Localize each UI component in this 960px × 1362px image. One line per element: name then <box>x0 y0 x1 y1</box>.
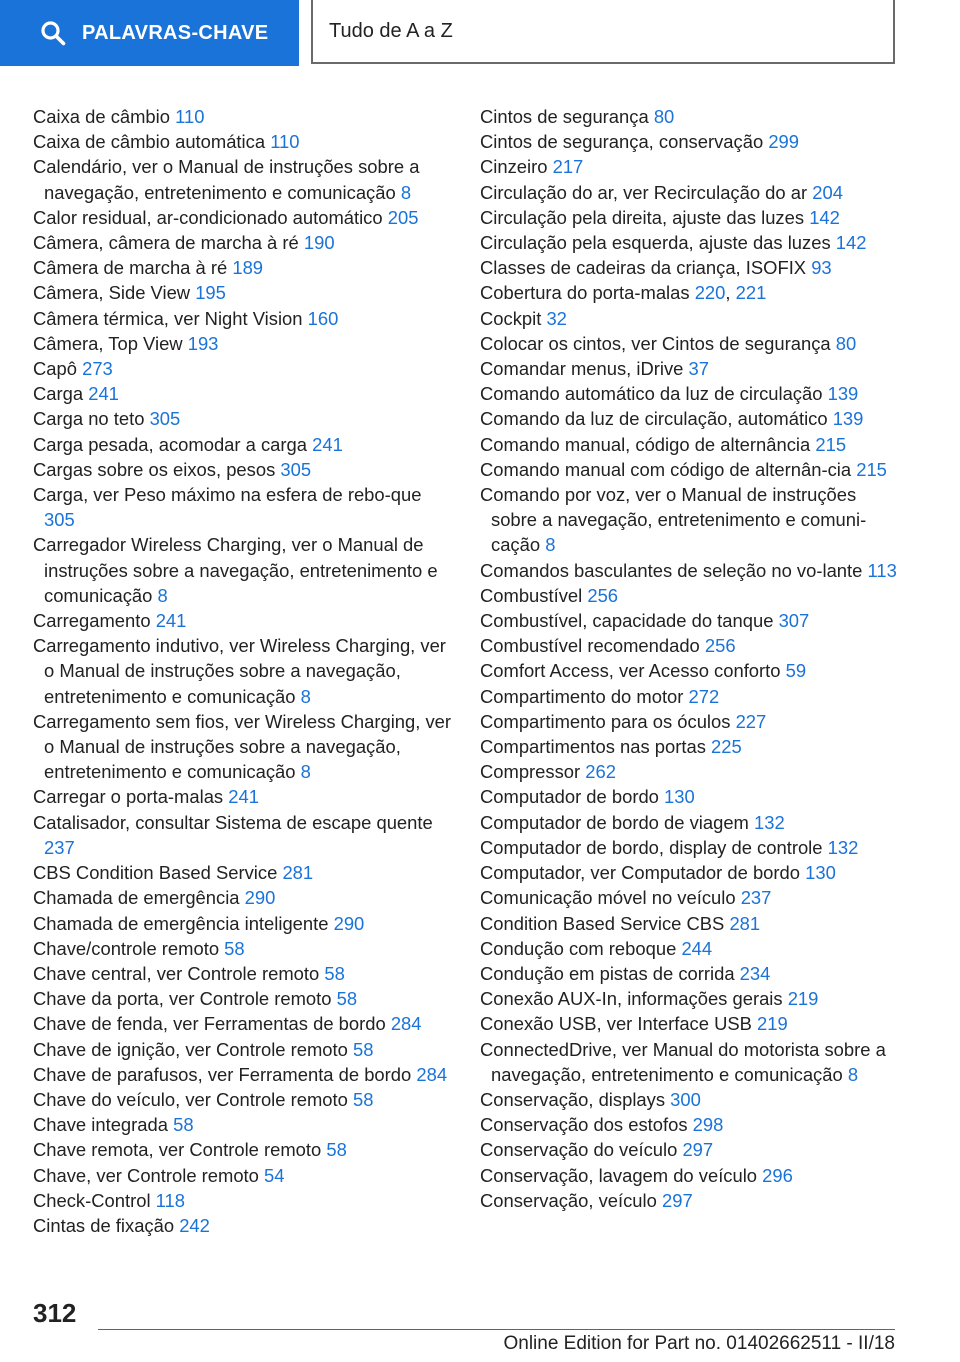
index-entry-term: Condução em pistas de corrida <box>480 962 735 984</box>
page-reference-link[interactable]: 237 <box>44 836 75 858</box>
page-reference-link[interactable]: 142 <box>835 232 867 254</box>
index-entry[interactable] <box>480 205 900 230</box>
page-reference-link[interactable]: 142 <box>809 206 840 228</box>
index-entry[interactable] <box>33 911 453 936</box>
index-entry[interactable] <box>480 885 900 910</box>
index-entry-term: Caixa de câmbio automática <box>33 131 266 153</box>
index-entry-term: Circulação pela direita, ajuste das luzes <box>480 206 805 228</box>
index-entry[interactable] <box>480 1087 900 1112</box>
index-entry-term: Carga <box>33 383 84 405</box>
page-reference-link[interactable]: 284 <box>416 1063 448 1085</box>
index-entry-term: Chave de ignição, ver Controle remoto <box>33 1038 348 1060</box>
index-entry-term: Cintas de fixação <box>33 1214 175 1236</box>
page-reference-link[interactable]: 217 <box>552 156 584 178</box>
index-entry[interactable] <box>33 986 453 1011</box>
page-reference-link[interactable]: 220 <box>694 282 726 304</box>
index-entry-term: Carga no teto <box>33 408 145 430</box>
page-reference-link[interactable]: 215 <box>856 458 887 480</box>
page-reference-link[interactable]: 281 <box>282 862 314 884</box>
index-entry-term: Carga pesada, acomodar a carga <box>33 433 307 455</box>
index-entry-term: Carregamento indutivo, ver Wireless Charging, ver o Manual de instruções sobre a navegação, entretenimento e comunicação <box>33 635 446 707</box>
page-reference-link[interactable]: 241 <box>88 383 119 405</box>
page-reference-link[interactable]: 118 <box>155 1189 185 1211</box>
index-entry-term: Carga, ver Peso máximo na esfera de rebo-que <box>33 484 422 506</box>
index-entry[interactable] <box>480 860 900 885</box>
index-entry-term: Compressor <box>480 761 581 783</box>
index-entry-term: Compartimento para os óculos <box>480 710 731 732</box>
page-reference-link[interactable]: 37 <box>688 358 709 380</box>
index-entry[interactable] <box>33 1137 453 1162</box>
index-entry-term: Combustível, capacidade do tanque <box>480 610 774 632</box>
page-reference-link[interactable]: 190 <box>303 232 335 254</box>
index-entry[interactable] <box>33 1112 453 1137</box>
index-entry-term: Check-Control <box>33 1189 151 1211</box>
page-reference-link[interactable]: 225 <box>711 736 742 758</box>
page-reference-link[interactable]: 193 <box>187 332 219 354</box>
page-reference-link[interactable]: 215 <box>815 433 847 455</box>
index-column-left <box>33 104 453 1238</box>
index-entry[interactable] <box>33 1087 453 1112</box>
index-entry-term: Chave, ver Controle remoto <box>33 1164 259 1186</box>
keywords-tab-label: PALAVRAS-CHAVE <box>82 21 269 44</box>
index-entry[interactable] <box>480 331 900 356</box>
page-reference-link[interactable]: 262 <box>585 761 616 783</box>
index-entry-term: Cintos de segurança, conservação <box>480 131 764 153</box>
index-entry-term: Câmera, câmera de marcha à ré <box>33 232 299 254</box>
index-entry-term: Comandar menus, iDrive <box>480 358 684 380</box>
index-entry-term: Conservação, veículo <box>480 1189 657 1211</box>
index-entry[interactable] <box>33 936 453 961</box>
index-entry-term: Conexão USB, ver Interface USB <box>480 1013 752 1035</box>
index-entry[interactable] <box>33 482 453 532</box>
index-entry[interactable] <box>480 381 900 406</box>
page-reference-link[interactable]: 219 <box>787 988 819 1010</box>
index-entry[interactable] <box>480 1137 900 1162</box>
index-entry-term: Chave de parafusos, ver Ferramenta de bordo <box>33 1063 412 1085</box>
page-reference-link[interactable]: 205 <box>387 206 419 228</box>
index-entry-term: Câmera, Top View <box>33 332 183 354</box>
page-reference-link[interactable]: 195 <box>195 282 226 304</box>
page-reference-link[interactable]: 113 <box>867 559 897 581</box>
index-entry-term: Chave central, ver Controle remoto <box>33 962 320 984</box>
index-entry-term: Compartimento do motor <box>480 685 684 707</box>
index-entry[interactable] <box>480 734 900 759</box>
index-entry-term: Cargas sobre os eixos, pesos <box>33 458 276 480</box>
page-reference-link[interactable]: 93 <box>811 257 832 279</box>
index-entry[interactable] <box>480 1011 900 1036</box>
index-entry-term: Circulação pela esquerda, ajuste das luzes <box>480 232 831 254</box>
index-entry-term: Conservação, displays <box>480 1088 666 1110</box>
index-entry-term: Cockpit <box>480 307 542 329</box>
index-entry-term: Caixa de câmbio <box>33 106 170 127</box>
page-reference-link[interactable]: 8 <box>300 761 311 783</box>
index-entry[interactable] <box>33 1213 453 1238</box>
page-reference-link[interactable]: 290 <box>333 912 365 934</box>
page-reference-link[interactable]: 189 <box>232 257 264 279</box>
page-reference-link[interactable]: 204 <box>812 181 843 203</box>
page-reference-link[interactable]: 241 <box>228 786 259 808</box>
page-reference-link[interactable]: 80 <box>653 106 675 127</box>
index-entry-term: Câmera, Side View <box>33 282 191 304</box>
index-entry[interactable] <box>33 608 453 633</box>
index-entry[interactable] <box>480 154 900 179</box>
index-entry-term: Comando da luz de circulação, automático <box>480 408 828 430</box>
index-entry[interactable] <box>480 1188 900 1213</box>
page-reference-link[interactable]: 8 <box>847 1063 859 1085</box>
page-reference-link[interactable]: 132 <box>754 811 785 833</box>
page-reference-link[interactable]: 297 <box>661 1189 693 1211</box>
page-reference-link[interactable]: 307 <box>778 610 810 632</box>
page-reference-link[interactable]: 139 <box>827 383 859 405</box>
index-entry-term: Calor residual, ar-condicionado automático <box>33 206 383 228</box>
index-entry[interactable] <box>480 180 900 205</box>
index-entry[interactable] <box>480 810 900 835</box>
page-reference-link[interactable]: 58 <box>224 937 245 959</box>
page-reference-link[interactable]: 32 <box>546 307 567 329</box>
index-entry-term: Comfort Access, ver Acesso conforto <box>480 660 781 682</box>
index-entry-term: Conservação do veículo <box>480 1139 678 1161</box>
index-entry[interactable] <box>33 1037 453 1062</box>
index-entry-term: CBS Condition Based Service <box>33 862 278 884</box>
index-entry-term: Câmera térmica, ver Night Vision <box>33 307 303 329</box>
page-reference-link[interactable]: 273 <box>82 358 113 380</box>
index-entry[interactable] <box>480 457 900 482</box>
index-entry-term: Classes de cadeiras da criança, ISOFIX <box>480 257 807 279</box>
index-entry[interactable] <box>480 961 900 986</box>
index-entry[interactable] <box>480 482 900 558</box>
page-reference-link[interactable]: 227 <box>735 710 767 732</box>
page-reference-link[interactable]: 300 <box>670 1088 701 1110</box>
index-entry-term: Calendário, ver o Manual de instruções sobre a navegação, entretenimento e comunicação <box>33 156 420 203</box>
index-entry[interactable] <box>33 280 453 305</box>
top-navigation-bar <box>0 0 960 66</box>
index-entry-term: Computador de bordo de viagem <box>480 811 749 833</box>
page-reference-link[interactable]: 58 <box>324 962 345 984</box>
index-column-right <box>480 104 900 1213</box>
index-entry[interactable] <box>33 104 453 129</box>
index-entry[interactable] <box>33 1188 453 1213</box>
index-entry[interactable] <box>480 633 900 658</box>
index-entry[interactable] <box>33 255 453 280</box>
index-entry-term: Computador de bordo, display de controle <box>480 836 823 858</box>
index-entry[interactable] <box>480 936 900 961</box>
index-entry[interactable] <box>33 1011 453 1036</box>
index-entry[interactable] <box>33 306 453 331</box>
page-reference-link[interactable]: 110 <box>175 106 205 127</box>
page-reference-link[interactable]: 305 <box>149 408 181 430</box>
page-reference-link[interactable]: 281 <box>729 912 761 934</box>
index-entry-term: Comunicação móvel no veículo <box>480 887 736 909</box>
index-entry-term: ConnectedDrive, ver Manual do motorista sobre a navegação, entretenimento e comunicação <box>480 1038 886 1085</box>
index-entry-term: Chave remota, ver Controle remoto <box>33 1139 322 1161</box>
index-entry-term: Comandos basculantes de seleção no vo-lante <box>480 559 863 581</box>
footer-divider <box>98 1329 895 1330</box>
page-reference-link[interactable]: 58 <box>336 988 358 1010</box>
page-reference-link[interactable]: 54 <box>264 1164 285 1186</box>
page-reference-link[interactable]: 59 <box>785 660 807 682</box>
index-entry[interactable] <box>33 961 453 986</box>
page-reference-link[interactable]: 160 <box>307 307 339 329</box>
index-entry[interactable] <box>480 709 900 734</box>
index-entry-term: Capô <box>33 358 77 380</box>
page-reference-link[interactable]: 8 <box>545 534 556 556</box>
page-reference-link[interactable]: 8 <box>157 584 168 606</box>
page-number: 312 <box>33 1298 77 1328</box>
page-reference-link[interactable]: 244 <box>681 937 713 959</box>
page-reference-link[interactable]: 80 <box>835 332 857 354</box>
index-entry-term: Conservação, lavagem do veículo <box>480 1164 758 1186</box>
index-entry[interactable] <box>33 205 453 230</box>
index-entry[interactable] <box>33 784 453 809</box>
page-reference-link[interactable]: 58 <box>173 1114 194 1136</box>
footer-edition-text: Online Edition for Part no. 01402662511 - II/18 <box>503 1333 895 1354</box>
index-entry-term: Condition Based Service CBS <box>480 912 725 934</box>
index-entry-term: Chave do veículo, ver Controle remoto <box>33 1088 348 1110</box>
page-reference-link[interactable]: 58 <box>326 1139 347 1161</box>
index-entry[interactable] <box>33 432 453 457</box>
page-reference-link[interactable]: 139 <box>832 408 864 430</box>
index-entry-term: Carregamento sem fios, ver Wireless Charging, ver o Manual de instruções sobre a navegação, entretenimento e comunicação <box>33 710 452 783</box>
index-entry[interactable] <box>480 835 900 860</box>
index-entry[interactable] <box>480 608 900 633</box>
index-entry-term: Chamada de emergência <box>33 887 240 909</box>
index-entry[interactable] <box>33 381 453 406</box>
page-reference-link[interactable]: 284 <box>390 1013 422 1035</box>
index-entry[interactable] <box>480 1112 900 1137</box>
index-entry-term: Colocar os cintos, ver Cintos de segurança <box>480 332 831 354</box>
index-entry-term: Computador, ver Computador de bordo <box>480 862 800 884</box>
page-reference-link[interactable]: 234 <box>739 962 771 984</box>
index-entry-term: Carregamento <box>33 610 151 632</box>
index-entry-term: Combustível recomendado <box>480 635 700 657</box>
index-entry[interactable] <box>33 860 453 885</box>
page-reference-link[interactable]: 58 <box>352 1038 374 1060</box>
index-entry[interactable] <box>33 633 453 709</box>
index-entry-term: Comando automático da luz de circulação <box>480 383 823 405</box>
index-entry[interactable] <box>33 154 453 204</box>
page-reference-link[interactable]: 8 <box>300 685 311 707</box>
index-entry-term: Conservação dos estofos <box>480 1114 688 1136</box>
index-entry-term: Chave de fenda, ver Ferramentas de bordo <box>33 1013 386 1035</box>
index-entry[interactable] <box>480 986 900 1011</box>
index-entry[interactable] <box>480 255 900 280</box>
page-reference-link[interactable]: 8 <box>400 181 412 203</box>
index-entry[interactable] <box>33 1062 453 1087</box>
page-reference-link[interactable]: 130 <box>664 786 695 808</box>
index-entry-term: Cobertura do porta-malas <box>480 282 690 304</box>
index-entry-term: Chave da porta, ver Controle remoto <box>33 988 332 1010</box>
page-reference-link[interactable]: 290 <box>244 887 276 909</box>
page-reference-link[interactable]: 305 <box>44 509 75 531</box>
page-reference-link[interactable]: 58 <box>352 1088 374 1110</box>
search-icon <box>40 20 66 46</box>
page-reference-link[interactable]: 110 <box>270 131 300 153</box>
page-reference-link[interactable]: 241 <box>312 433 343 455</box>
index-entry-term: Condução com reboque <box>480 937 677 959</box>
index-entry[interactable] <box>33 1163 453 1188</box>
index-entry-term: Comando manual com código de alternân-cia <box>480 458 852 480</box>
index-entry-term: Comando manual, código de alternância <box>480 433 811 455</box>
page-reference-link[interactable]: 132 <box>827 836 859 858</box>
page-reference-link[interactable]: 242 <box>179 1214 210 1236</box>
index-entry[interactable] <box>480 432 900 457</box>
index-entry[interactable] <box>480 1037 900 1087</box>
index-entry-term: Catalisador, consultar Sistema de escape quente <box>33 811 433 833</box>
page-reference-link[interactable]: 272 <box>688 685 720 707</box>
page-reference-link[interactable]: 221 <box>735 282 767 304</box>
index-entry[interactable] <box>33 230 453 255</box>
index-entry-term: Computador de bordo <box>480 786 659 808</box>
index-entry[interactable] <box>33 331 453 356</box>
index-entry[interactable] <box>33 356 453 381</box>
page-reference-link[interactable]: 299 <box>768 131 799 153</box>
page-reference-link[interactable]: 241 <box>155 610 187 632</box>
index-entry-term: Chave/controle remoto <box>33 937 220 959</box>
page-reference-link[interactable]: 296 <box>762 1164 793 1186</box>
index-entry[interactable] <box>480 356 900 381</box>
page-reference-link[interactable]: 130 <box>805 862 836 884</box>
page-reference-link[interactable]: 298 <box>692 1114 724 1136</box>
index-entry[interactable] <box>33 129 453 154</box>
index-entry[interactable] <box>33 709 453 785</box>
index-entry[interactable]: Cobertura do porta-malas 220, 221 <box>480 282 767 304</box>
index-entry[interactable] <box>480 911 900 936</box>
index-entry[interactable] <box>480 129 900 154</box>
index-entry-term: Cinzeiro <box>480 156 548 178</box>
index-entry[interactable] <box>480 306 900 331</box>
index-entry[interactable] <box>480 784 900 809</box>
index-entry[interactable] <box>480 406 900 431</box>
index-entry-term: Chave integrada <box>33 1114 168 1136</box>
page-reference-link[interactable]: 219 <box>757 1013 788 1035</box>
page-reference-link[interactable]: 237 <box>740 887 772 909</box>
index-entry-term: Conexão AUX-In, informações gerais <box>480 988 783 1010</box>
page-reference-link[interactable]: 297 <box>682 1139 714 1161</box>
index-entry[interactable] <box>33 406 453 431</box>
keywords-tab[interactable] <box>0 0 299 66</box>
index-entry[interactable] <box>33 532 453 608</box>
index-entry[interactable] <box>480 558 900 583</box>
index-entry[interactable] <box>480 583 900 608</box>
index-entry-term: Chamada de emergência inteligente <box>33 912 329 934</box>
page-reference-link[interactable]: 256 <box>704 635 736 657</box>
index-entry-term: Combustível <box>480 584 583 606</box>
index-entry[interactable] <box>480 759 900 784</box>
index-entry-term: Cintos de segurança <box>480 106 649 127</box>
index-entry[interactable] <box>480 658 900 683</box>
a-to-z-tab[interactable] <box>311 0 895 64</box>
a-to-z-tab-label: Tudo de A a Z <box>329 19 453 42</box>
index-entry[interactable] <box>33 457 453 482</box>
index-entry-term: Carregar o porta-malas <box>33 786 224 808</box>
index-entry-term: Câmera de marcha à ré <box>33 257 228 279</box>
index-entry[interactable] <box>480 684 900 709</box>
index-entry-term: Circulação do ar, ver Recirculação do ar <box>480 181 808 203</box>
index-entry[interactable] <box>480 104 900 129</box>
index-entry-term: Comando por voz, ver o Manual de instruções sobre a navegação, entretenimento e comuni-cação <box>480 484 867 556</box>
page-reference-link[interactable]: 305 <box>280 458 312 480</box>
index-entry-term: Carregador Wireless Charging, ver o Manual de instruções sobre a navegação, entretenimento e comunicação <box>33 534 438 606</box>
index-entry[interactable] <box>480 1163 900 1188</box>
index-entry[interactable] <box>33 810 453 860</box>
index-entry[interactable] <box>33 885 453 910</box>
index-entry-term: Compartimentos nas portas <box>480 736 706 758</box>
page-reference-link[interactable]: 256 <box>587 584 619 606</box>
index-entry[interactable] <box>480 230 900 255</box>
